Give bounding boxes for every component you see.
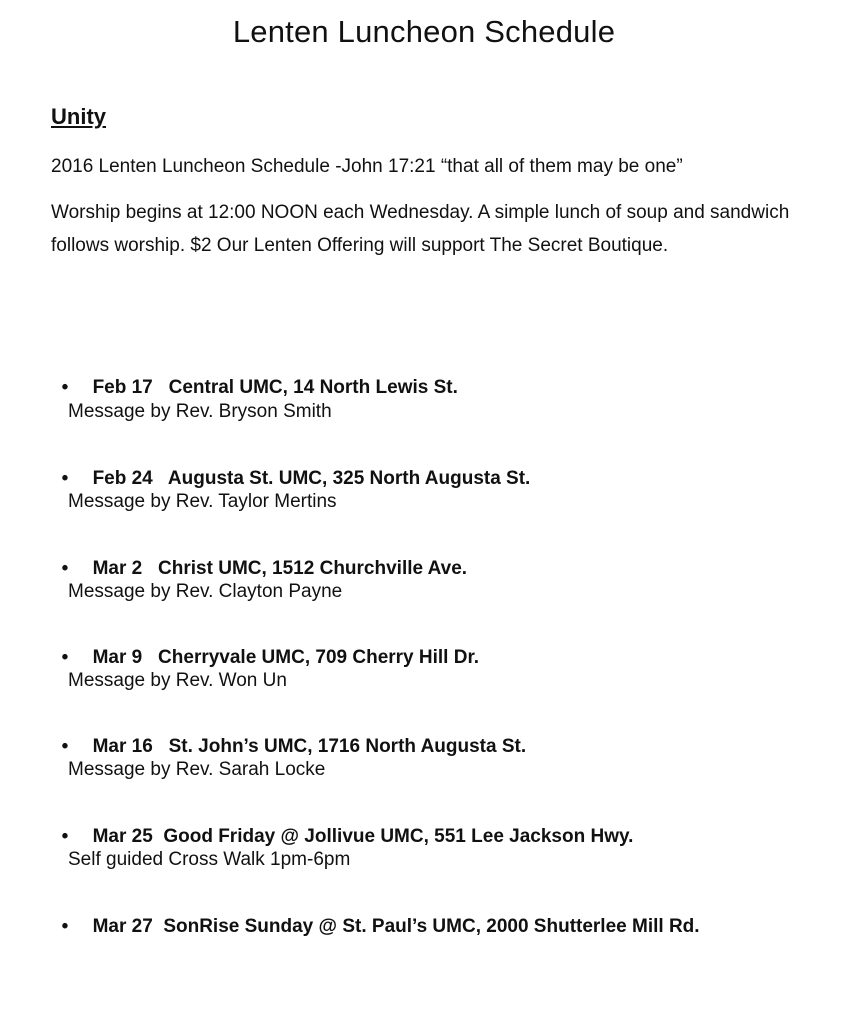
event-message: Message by Rev. Clayton Payne (68, 581, 343, 602)
bullet-icon: • (61, 558, 69, 579)
schedule-item (51, 804, 633, 848)
event-location: St. John’s UMC, 1716 North Augusta St. (168, 736, 527, 757)
bullet-icon: • (61, 826, 69, 847)
event-date: Mar 9 (92, 647, 143, 668)
intro-line: 2016 Lenten Luncheon Schedule -John 17:21 “that all of them may be one” (51, 156, 683, 177)
bullet-icon: • (61, 647, 69, 668)
event-location: SonRise Sunday @ St. Paul’s UMC, 2000 Shutterlee Mill Rd. (163, 916, 700, 937)
bullet-icon: • (61, 736, 69, 757)
schedule-item (51, 625, 479, 669)
event-date: Feb 24 (92, 468, 153, 489)
bullet-icon: • (61, 468, 69, 489)
section-heading-unity: Unity (51, 104, 106, 129)
event-message: Message by Rev. Won Un (68, 670, 287, 691)
event-date: Feb 17 (92, 377, 153, 398)
schedule-item (51, 536, 467, 580)
event-date: Mar 25 (92, 826, 153, 847)
event-date: Mar 27 (92, 916, 153, 937)
event-location: Good Friday @ Jollivue UMC, 551 Lee Jackson Hwy. (163, 826, 634, 847)
event-date: Mar 16 (92, 736, 153, 757)
event-message: Message by Rev. Sarah Locke (68, 759, 326, 780)
schedule-item (51, 894, 700, 938)
worship-paragraph: Worship begins at 12:00 NOON each Wednesday. A simple lunch of soup and sandwich follows worship. $2 Our Lenten Offering will support The Secret Boutique. (51, 202, 790, 256)
event-location: Augusta St. UMC, 325 North Augusta St. (167, 468, 531, 489)
event-message: Message by Rev. Bryson Smith (68, 401, 332, 422)
event-location: Christ UMC, 1512 Churchville Ave. (158, 558, 468, 579)
event-location: Cherryvale UMC, 709 Cherry Hill Dr. (158, 647, 480, 668)
event-message: Message by Rev. Taylor Mertins (68, 491, 337, 512)
schedule-item (51, 446, 530, 490)
document-title: Lenten Luncheon Schedule (232, 14, 616, 49)
bullet-icon: • (61, 377, 69, 398)
schedule-item (51, 714, 526, 758)
event-date: Mar 2 (92, 558, 143, 579)
event-message: Self guided Cross Walk 1pm-6pm (68, 849, 351, 870)
schedule-item (51, 355, 458, 399)
event-location: Central UMC, 14 North Lewis St. (168, 377, 458, 398)
bullet-icon: • (61, 916, 69, 937)
